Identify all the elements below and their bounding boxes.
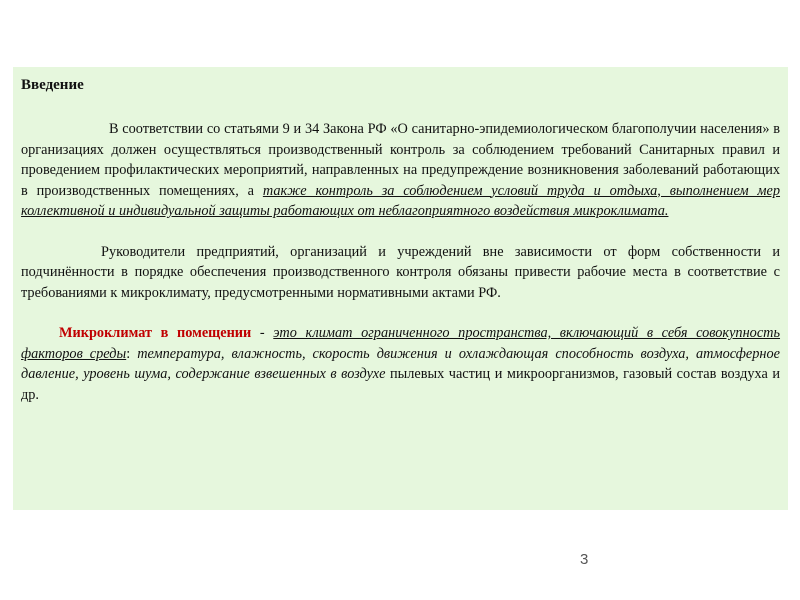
- paragraph-microclimate-definition: [21, 323, 780, 405]
- definition-dash: -: [251, 325, 274, 341]
- paragraph-employer-duty-text: Руководители предприятий, организаций и учреждений вне зависимости от форм собственности и подчинённости в порядке обеспечения производственного контроля обязаны привести рабочие места в соответствие с требованиями к микроклимату, предусмотренными нормативными актами РФ.: [21, 243, 780, 301]
- microclimate-term: Микроклимат в помещении: [59, 325, 252, 341]
- paragraph-legal-basis-emphasis: также контроль за соблюдением условий труда и отдыха, выполнением мер коллективной и индивидуальной защиты работающих от неблагоприятного воздействия микроклимата.: [21, 182, 781, 219]
- page-number: 3: [580, 551, 589, 568]
- definition-factors: температура, влажность, скорость движения и охлаждающая способность воздуха, атмосферное давление, уровень шума, содержание взвешенных в воздухе: [21, 345, 780, 382]
- section-title: Введение: [21, 77, 84, 93]
- definition-start: это климат ограниченного пространства, включающий в себя совокупность факторов среды: [21, 325, 781, 362]
- paragraph-legal-basis: [21, 119, 780, 222]
- definition-colon: :: [126, 345, 138, 362]
- content-panel: [13, 67, 788, 510]
- definition-tail: пылевых частиц и микроорганизмов, газовый состав воздуха и др.: [21, 366, 780, 403]
- paragraph-employer-duty: [21, 242, 780, 304]
- paragraph-legal-basis-text: В соответствии со статьями 9 и 34 Закона РФ «О санитарно-эпидемиологическом благополучии населения» в организациях должен осуществляться производственный контроль за соблюдением требований Санитарных правил и проведением профилактических мероприятий, направленных на предупреждение возникновения заболеваний работающих в производственных помещениях, а: [21, 121, 780, 199]
